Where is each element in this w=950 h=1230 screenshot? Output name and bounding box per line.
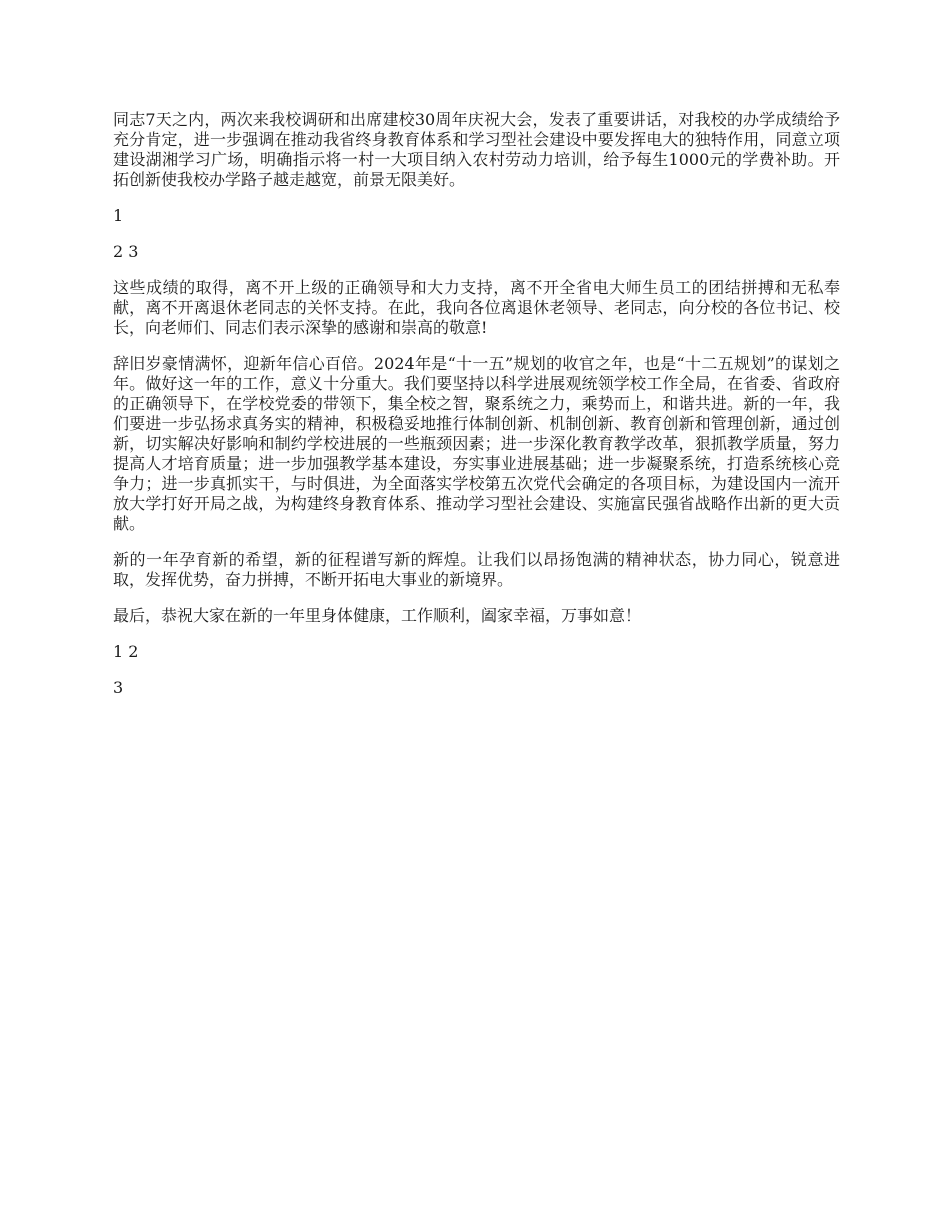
page-number-fragment: 1: [113, 206, 124, 225]
document-body: [113, 110, 840, 714]
paragraph-report-intro: 同志7天之内，两次来我校调研和出席建校30周年庆祝大会，发表了重要讲话，对我校的办学成绩给予充分肯定，进一步强调在推动我省终身教育体系和学习型社会建设中要发挥电大的独特作用，同意立项建设湖湘学习广场，明确指示将一村一大项目纳入农村劳动力培训，给予每生1000元的学费补助。开拓创新使我校办学路子越走越宽，前景无限美好。: [113, 110, 840, 189]
page-number-fragment: 2 3: [113, 242, 139, 261]
paragraph-call-to-action: 新的一年孕育新的希望，新的征程谱写新的辉煌。让我们以昂扬饱满的精神状态，协力同心，锐意进取，发挥优势，奋力拼搏，不断开拓电大事业的新境界。: [113, 550, 840, 589]
paragraph-new-year-plan: 辞旧岁豪情满怀，迎新年信心百倍。2024年是“十一五”规划的收官之年，也是“十二五规划”的谋划之年。做好这一年的工作，意义十分重大。我们要坚持以科学进展观统领学校工作全局，在省委、省政府的正确领导下，在学校党委的带领下，集全校之智，聚系统之力，乘势而上，和谐共进。新的一年，我们要进一步弘扬求真务实的精神，积极稳妥地推行体制创新、机制创新、教育创新和管理创新，通过创新，切实解决好影响和制约学校进展的一些瓶颈因素；进一步深化教育教学改革，狠抓教学质量，努力提高人才培育质量；进一步加强教学基本建设，夯实事业进展基础；进一步凝聚系统，打造系统核心竞争力；进一步真抓实干，与时俱进，为全面落实学校第五次党代会确定的各项目标，为建设国内一流开放大学打好开局之战，为构建终身教育体系、推动学习型社会建设、实施富民强省战略作出新的更大贡献。: [113, 354, 840, 533]
page-number-fragment: 3: [113, 678, 124, 697]
paragraph-acknowledgement: 这些成绩的取得，离不开上级的正确领导和大力支持，离不开全省电大师生员工的团结拼搏和无私奉献，离不开离退休老同志的关怀支持。在此，我向各位离退休老领导、老同志，向分校的各位书记、校长，向老师们、同志们表示深挚的感谢和崇高的敬意!: [113, 278, 840, 337]
paragraph-closing-wishes: 最后，恭祝大家在新的一年里身体健康，工作顺利，阖家幸福，万事如意！: [113, 606, 642, 625]
page-number-fragment: 1 2: [113, 642, 139, 661]
